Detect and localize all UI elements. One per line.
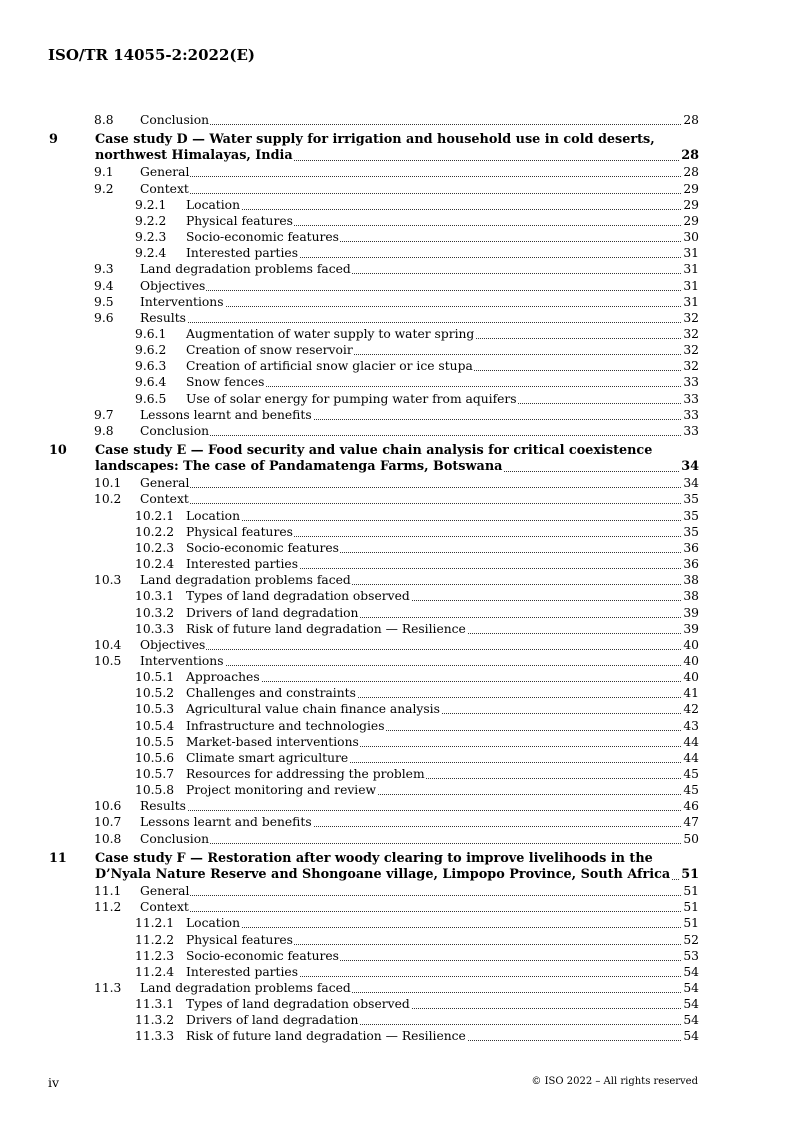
toc-row[interactable] bbox=[94, 310, 699, 326]
toc-number: 11.3.2 bbox=[135, 1013, 175, 1028]
toc-title: Snow fences bbox=[186, 375, 265, 390]
toc-number: 10.5.5 bbox=[135, 734, 175, 749]
toc-title: Results bbox=[140, 799, 186, 814]
toc-number: 9.1 bbox=[94, 165, 114, 180]
toc-page-number: 28 bbox=[683, 113, 699, 127]
toc-row[interactable] bbox=[94, 181, 699, 197]
toc-page-number: 51 bbox=[683, 916, 699, 931]
toc-title: Location bbox=[186, 916, 240, 931]
toc-number: 9.6 bbox=[94, 310, 114, 325]
toc-page-number: 42 bbox=[683, 702, 699, 717]
toc-number: 10.2.4 bbox=[135, 557, 175, 572]
toc-chapter-row[interactable] bbox=[49, 867, 699, 883]
toc-title: Project monitoring and review bbox=[186, 783, 377, 798]
toc-title: Risk of future land degradation — Resilience bbox=[186, 1029, 466, 1044]
toc-number: 10.5.7 bbox=[135, 767, 175, 781]
toc-row[interactable] bbox=[94, 653, 699, 669]
toc-page-number: 44 bbox=[683, 750, 699, 765]
toc-number: 11.2.2 bbox=[135, 932, 175, 947]
toc-page-number: 54 bbox=[683, 1013, 699, 1028]
toc-page-number: 54 bbox=[683, 997, 699, 1012]
toc-title: Lessons learnt and benefits bbox=[140, 815, 312, 830]
toc-row[interactable] bbox=[94, 572, 699, 588]
toc-page-number: 31 bbox=[683, 278, 699, 293]
toc-row[interactable] bbox=[135, 685, 699, 701]
toc-title: Case study F — Restoration after woody clearing to improve livelihoods in the bbox=[95, 850, 653, 866]
toc-page-number: 32 bbox=[683, 359, 699, 374]
toc-page-number: 32 bbox=[683, 343, 699, 358]
toc-row[interactable] bbox=[94, 883, 699, 899]
toc-leader-dots bbox=[186, 680, 699, 682]
toc-number: 10.2 bbox=[94, 492, 122, 507]
toc-title: Lessons learnt and benefits bbox=[140, 407, 312, 422]
toc-number: 9.2.2 bbox=[135, 213, 167, 228]
toc-page-number: 33 bbox=[683, 407, 699, 422]
toc-title: Challenges and constraints bbox=[186, 686, 356, 701]
toc-title: Physical features bbox=[186, 524, 293, 539]
toc-title: General bbox=[140, 476, 190, 491]
toc-row[interactable] bbox=[135, 734, 699, 750]
toc-number: 9.2.1 bbox=[135, 197, 167, 212]
toc-number: 11.2.4 bbox=[135, 964, 175, 979]
toc-row[interactable] bbox=[135, 782, 699, 798]
toc-page-number: 54 bbox=[683, 964, 699, 979]
toc-title: Physical features bbox=[186, 932, 293, 947]
toc-number: 8.8 bbox=[94, 113, 114, 127]
toc-number: 9.6.3 bbox=[135, 359, 167, 374]
toc-title: Land degradation problems faced bbox=[140, 980, 351, 995]
toc-leader-dots bbox=[140, 434, 699, 436]
toc-title: Case study D — Water supply for irrigation and household use in cold deserts, bbox=[95, 132, 655, 148]
toc-title: Objectives bbox=[140, 637, 206, 652]
toc-page-number: 50 bbox=[683, 831, 699, 846]
toc-row[interactable] bbox=[135, 1012, 699, 1028]
toc-row[interactable] bbox=[94, 423, 699, 439]
toc-page-number: 40 bbox=[683, 670, 699, 685]
toc-page-number: 31 bbox=[683, 294, 699, 309]
toc-title: Interested parties bbox=[186, 964, 299, 979]
toc-number: 10.5.2 bbox=[135, 686, 175, 701]
toc-number: 10.5.8 bbox=[135, 783, 175, 798]
toc-title: Interested parties bbox=[186, 246, 299, 261]
toc-row[interactable] bbox=[135, 213, 699, 229]
toc-row[interactable] bbox=[135, 245, 699, 261]
toc-row[interactable] bbox=[135, 605, 699, 621]
toc-row[interactable] bbox=[94, 798, 699, 814]
toc-title: Climate smart agriculture bbox=[186, 750, 349, 765]
toc-number: 9.6.2 bbox=[135, 343, 167, 358]
toc-title: General bbox=[140, 884, 190, 899]
toc-title: Drivers of land degradation bbox=[186, 605, 359, 620]
toc-number: 11.2 bbox=[94, 900, 122, 915]
toc-page-number: 35 bbox=[683, 508, 699, 523]
toc-row[interactable] bbox=[94, 814, 699, 830]
toc-page-number: 54 bbox=[683, 1029, 699, 1044]
toc-row[interactable] bbox=[135, 229, 699, 245]
toc-row[interactable] bbox=[135, 391, 699, 407]
toc-page-number: 46 bbox=[683, 799, 699, 814]
toc-row[interactable] bbox=[135, 996, 699, 1012]
toc-number: 10.2.3 bbox=[135, 540, 175, 555]
toc-row[interactable] bbox=[135, 524, 699, 540]
toc-number: 11.3 bbox=[94, 980, 122, 995]
toc-leader-dots bbox=[140, 809, 699, 811]
toc-title: Types of land degradation observed bbox=[186, 997, 410, 1012]
toc-title: Risk of future land degradation — Resilience bbox=[186, 621, 466, 636]
toc-title: Agricultural value chain finance analysis bbox=[186, 702, 440, 717]
toc-leader-dots bbox=[140, 123, 699, 125]
toc-number: 9.7 bbox=[94, 407, 114, 422]
toc-number: 11.2.1 bbox=[135, 916, 175, 931]
toc-number: 10.1 bbox=[94, 476, 122, 491]
toc-row[interactable] bbox=[94, 294, 699, 310]
toc-row[interactable] bbox=[135, 374, 699, 390]
toc-number: 10.4 bbox=[94, 637, 122, 652]
toc-row[interactable] bbox=[135, 701, 699, 717]
toc-leader-dots bbox=[140, 648, 699, 650]
toc-page-number: 36 bbox=[683, 557, 699, 572]
toc-page-number: 45 bbox=[683, 767, 699, 781]
toc-title: Creation of snow reservoir bbox=[186, 343, 353, 358]
toc-page-number: 35 bbox=[683, 492, 699, 507]
toc-title: Results bbox=[140, 310, 186, 325]
toc-title: Augmentation of water supply to water spring bbox=[186, 326, 475, 341]
toc-number: 11.3.3 bbox=[135, 1029, 175, 1044]
toc-title: Context bbox=[140, 181, 189, 196]
toc-page-number: 32 bbox=[683, 326, 699, 341]
toc-title: Infrastructure and technologies bbox=[186, 718, 385, 733]
toc-title: Approaches bbox=[186, 670, 260, 685]
toc-number: 10.2.1 bbox=[135, 508, 175, 523]
toc-row[interactable] bbox=[135, 621, 699, 637]
toc-number: 9.3 bbox=[94, 262, 114, 277]
toc-title: northwest Himalayas, India bbox=[95, 148, 293, 164]
toc-title: Physical features bbox=[186, 213, 293, 228]
toc-page-number: 45 bbox=[683, 783, 699, 798]
toc-title: Conclusion bbox=[140, 423, 210, 438]
toc-title: Drivers of land degradation bbox=[186, 1013, 359, 1028]
toc-leader-dots bbox=[186, 208, 699, 210]
toc-page-number: 47 bbox=[683, 815, 699, 830]
toc-title: Objectives bbox=[140, 278, 206, 293]
toc-number: 10.2.2 bbox=[135, 524, 175, 539]
toc-number: 10.3.2 bbox=[135, 605, 175, 620]
toc-title: General bbox=[140, 165, 190, 180]
toc-page-number: 32 bbox=[683, 310, 699, 325]
toc-number: 11.3.1 bbox=[135, 997, 175, 1012]
toc-page-number: 31 bbox=[683, 246, 699, 261]
toc-title: Creation of artificial snow glacier or ice stupa bbox=[186, 359, 473, 374]
toc-number: 10.5.1 bbox=[135, 670, 175, 685]
toc-number: 9.6.1 bbox=[135, 326, 167, 341]
toc-title: Location bbox=[186, 197, 240, 212]
toc-title: Interested parties bbox=[186, 557, 299, 572]
toc-title: Socio-economic features bbox=[186, 230, 339, 245]
toc-leader-dots bbox=[140, 321, 699, 323]
toc-leader-dots bbox=[140, 894, 699, 896]
toc-leader-dots bbox=[140, 192, 699, 194]
toc-row[interactable] bbox=[94, 637, 699, 653]
toc-title: Land degradation problems faced bbox=[140, 262, 351, 277]
toc-page-number: 28 bbox=[683, 165, 699, 180]
toc-page-number: 35 bbox=[683, 524, 699, 539]
toc-title: D’Nyala Nature Reserve and Shongoane village, Limpopo Province, South Africa bbox=[95, 866, 671, 882]
toc-leader-dots bbox=[140, 910, 699, 912]
toc-number: 9.6.4 bbox=[135, 375, 167, 390]
toc-page-number: 51 bbox=[681, 866, 699, 882]
toc-number: 10.5.6 bbox=[135, 750, 175, 765]
toc-row[interactable] bbox=[94, 278, 699, 294]
toc-number: 10.8 bbox=[94, 831, 122, 846]
toc-number: 9.5 bbox=[94, 294, 114, 309]
toc-row[interactable] bbox=[135, 750, 699, 766]
toc-chapter-row[interactable] bbox=[49, 148, 699, 164]
toc-row[interactable] bbox=[135, 766, 699, 782]
toc-page-number: 39 bbox=[683, 605, 699, 620]
toc-title: Market-based interventions bbox=[186, 734, 359, 749]
toc-row[interactable] bbox=[135, 588, 699, 604]
toc-chapter-row[interactable] bbox=[49, 459, 699, 475]
toc-number: 9.6.5 bbox=[135, 391, 167, 406]
toc-leader-dots bbox=[140, 175, 699, 177]
toc-title: Context bbox=[140, 492, 189, 507]
toc-row[interactable] bbox=[135, 540, 699, 556]
document-id: ISO/TR 14055-2:2022(E) bbox=[48, 46, 256, 64]
toc-title: Context bbox=[140, 900, 189, 915]
toc-leader-dots bbox=[140, 842, 699, 844]
toc-leader-dots bbox=[140, 502, 699, 504]
toc-row[interactable] bbox=[135, 718, 699, 734]
toc-row[interactable] bbox=[135, 915, 699, 931]
toc-number: 11.2.3 bbox=[135, 948, 175, 963]
toc-page-number: 36 bbox=[683, 540, 699, 555]
toc-title: Case study E — Food security and value chain analysis for critical coexistence bbox=[95, 443, 653, 458]
toc-page-number: 34 bbox=[681, 459, 699, 475]
toc-page-number: 29 bbox=[683, 181, 699, 196]
toc-number: 9.2.3 bbox=[135, 230, 167, 245]
toc-page-number: 54 bbox=[683, 980, 699, 995]
toc-page-number: 43 bbox=[683, 718, 699, 733]
toc-row[interactable] bbox=[135, 197, 699, 213]
toc-number: 10.5.4 bbox=[135, 718, 175, 733]
toc-page-number: 38 bbox=[683, 589, 699, 604]
toc-number: 10.3 bbox=[94, 573, 122, 588]
toc-number: 10.6 bbox=[94, 799, 122, 814]
toc-page-number: 33 bbox=[683, 375, 699, 390]
toc-title: Land degradation problems faced bbox=[140, 573, 351, 588]
toc-page-number: 33 bbox=[683, 423, 699, 438]
toc-page-number: 30 bbox=[683, 230, 699, 245]
toc-page-number: 34 bbox=[683, 476, 699, 491]
toc-title: Resources for addressing the problem bbox=[186, 767, 425, 781]
page-number: iv bbox=[48, 1075, 60, 1090]
toc-row[interactable] bbox=[94, 980, 699, 996]
toc-page-number: 51 bbox=[683, 900, 699, 915]
toc-number: 10.3.1 bbox=[135, 589, 175, 604]
toc-row[interactable] bbox=[135, 948, 699, 964]
toc-leader-dots bbox=[140, 289, 699, 291]
toc-page-number: 40 bbox=[683, 653, 699, 668]
toc-title: landscapes: The case of Pandamatenga Farms, Botswana bbox=[95, 459, 503, 475]
toc-row[interactable] bbox=[135, 342, 699, 358]
toc-page-number: 28 bbox=[681, 148, 699, 164]
toc-number: 10 bbox=[49, 443, 67, 458]
toc-title: Types of land degradation observed bbox=[186, 589, 410, 604]
toc-row[interactable] bbox=[94, 112, 699, 128]
toc-row[interactable] bbox=[94, 261, 699, 277]
toc-row[interactable] bbox=[94, 831, 699, 847]
toc-number: 9.2 bbox=[94, 181, 114, 196]
toc-row[interactable] bbox=[135, 358, 699, 374]
toc-page-number: 51 bbox=[683, 884, 699, 899]
toc-number: 9.4 bbox=[94, 278, 114, 293]
toc-page-number: 52 bbox=[683, 932, 699, 947]
toc-page-number: 41 bbox=[683, 686, 699, 701]
toc-row[interactable] bbox=[94, 407, 699, 423]
toc-title: Location bbox=[186, 508, 240, 523]
toc-title: Use of solar energy for pumping water from aquifers bbox=[186, 391, 517, 406]
toc-chapter-row[interactable] bbox=[49, 443, 699, 459]
toc-page-number: 29 bbox=[683, 213, 699, 228]
toc-number: 11 bbox=[49, 850, 67, 866]
toc-row[interactable] bbox=[135, 932, 699, 948]
toc-number: 10.7 bbox=[94, 815, 122, 830]
toc-row[interactable] bbox=[135, 669, 699, 685]
toc-title: Socio-economic features bbox=[186, 948, 339, 963]
toc-page-number: 44 bbox=[683, 734, 699, 749]
toc-number: 10.5.3 bbox=[135, 702, 175, 717]
toc-page-number: 33 bbox=[683, 391, 699, 406]
toc-title: Interventions bbox=[140, 294, 224, 309]
toc-number: 9 bbox=[49, 132, 58, 148]
toc-number: 10.5 bbox=[94, 653, 122, 668]
toc-row[interactable] bbox=[135, 508, 699, 524]
toc-row[interactable] bbox=[94, 164, 699, 180]
toc-chapter-row[interactable] bbox=[49, 851, 699, 867]
toc-page-number: 38 bbox=[683, 573, 699, 588]
toc-row[interactable] bbox=[135, 556, 699, 572]
toc-page-number: 39 bbox=[683, 621, 699, 636]
toc-number: 9.8 bbox=[94, 423, 114, 438]
toc-row[interactable] bbox=[94, 475, 699, 491]
toc-number: 9.2.4 bbox=[135, 246, 167, 261]
toc-leader-dots bbox=[186, 519, 699, 521]
toc-row[interactable] bbox=[94, 491, 699, 507]
copyright-notice: © ISO 2022 – All rights reserved bbox=[531, 1076, 698, 1087]
toc-title: Conclusion bbox=[140, 113, 210, 127]
toc-title: Conclusion bbox=[140, 831, 210, 846]
toc-page-number: 40 bbox=[683, 637, 699, 652]
toc-row[interactable] bbox=[94, 899, 699, 915]
toc-leader-dots bbox=[140, 486, 699, 488]
toc-page-number: 31 bbox=[683, 262, 699, 277]
toc-row[interactable] bbox=[135, 964, 699, 980]
toc-number: 11.1 bbox=[94, 884, 122, 899]
toc-number: 10.3.3 bbox=[135, 621, 175, 636]
toc-row[interactable] bbox=[135, 1028, 699, 1044]
toc-row[interactable] bbox=[135, 326, 699, 342]
toc-title: Socio-economic features bbox=[186, 540, 339, 555]
toc-page-number: 29 bbox=[683, 197, 699, 212]
toc-chapter-row[interactable] bbox=[49, 132, 699, 148]
toc-leader-dots bbox=[186, 926, 699, 928]
toc-page-number: 53 bbox=[683, 948, 699, 963]
toc-title: Interventions bbox=[140, 653, 224, 668]
